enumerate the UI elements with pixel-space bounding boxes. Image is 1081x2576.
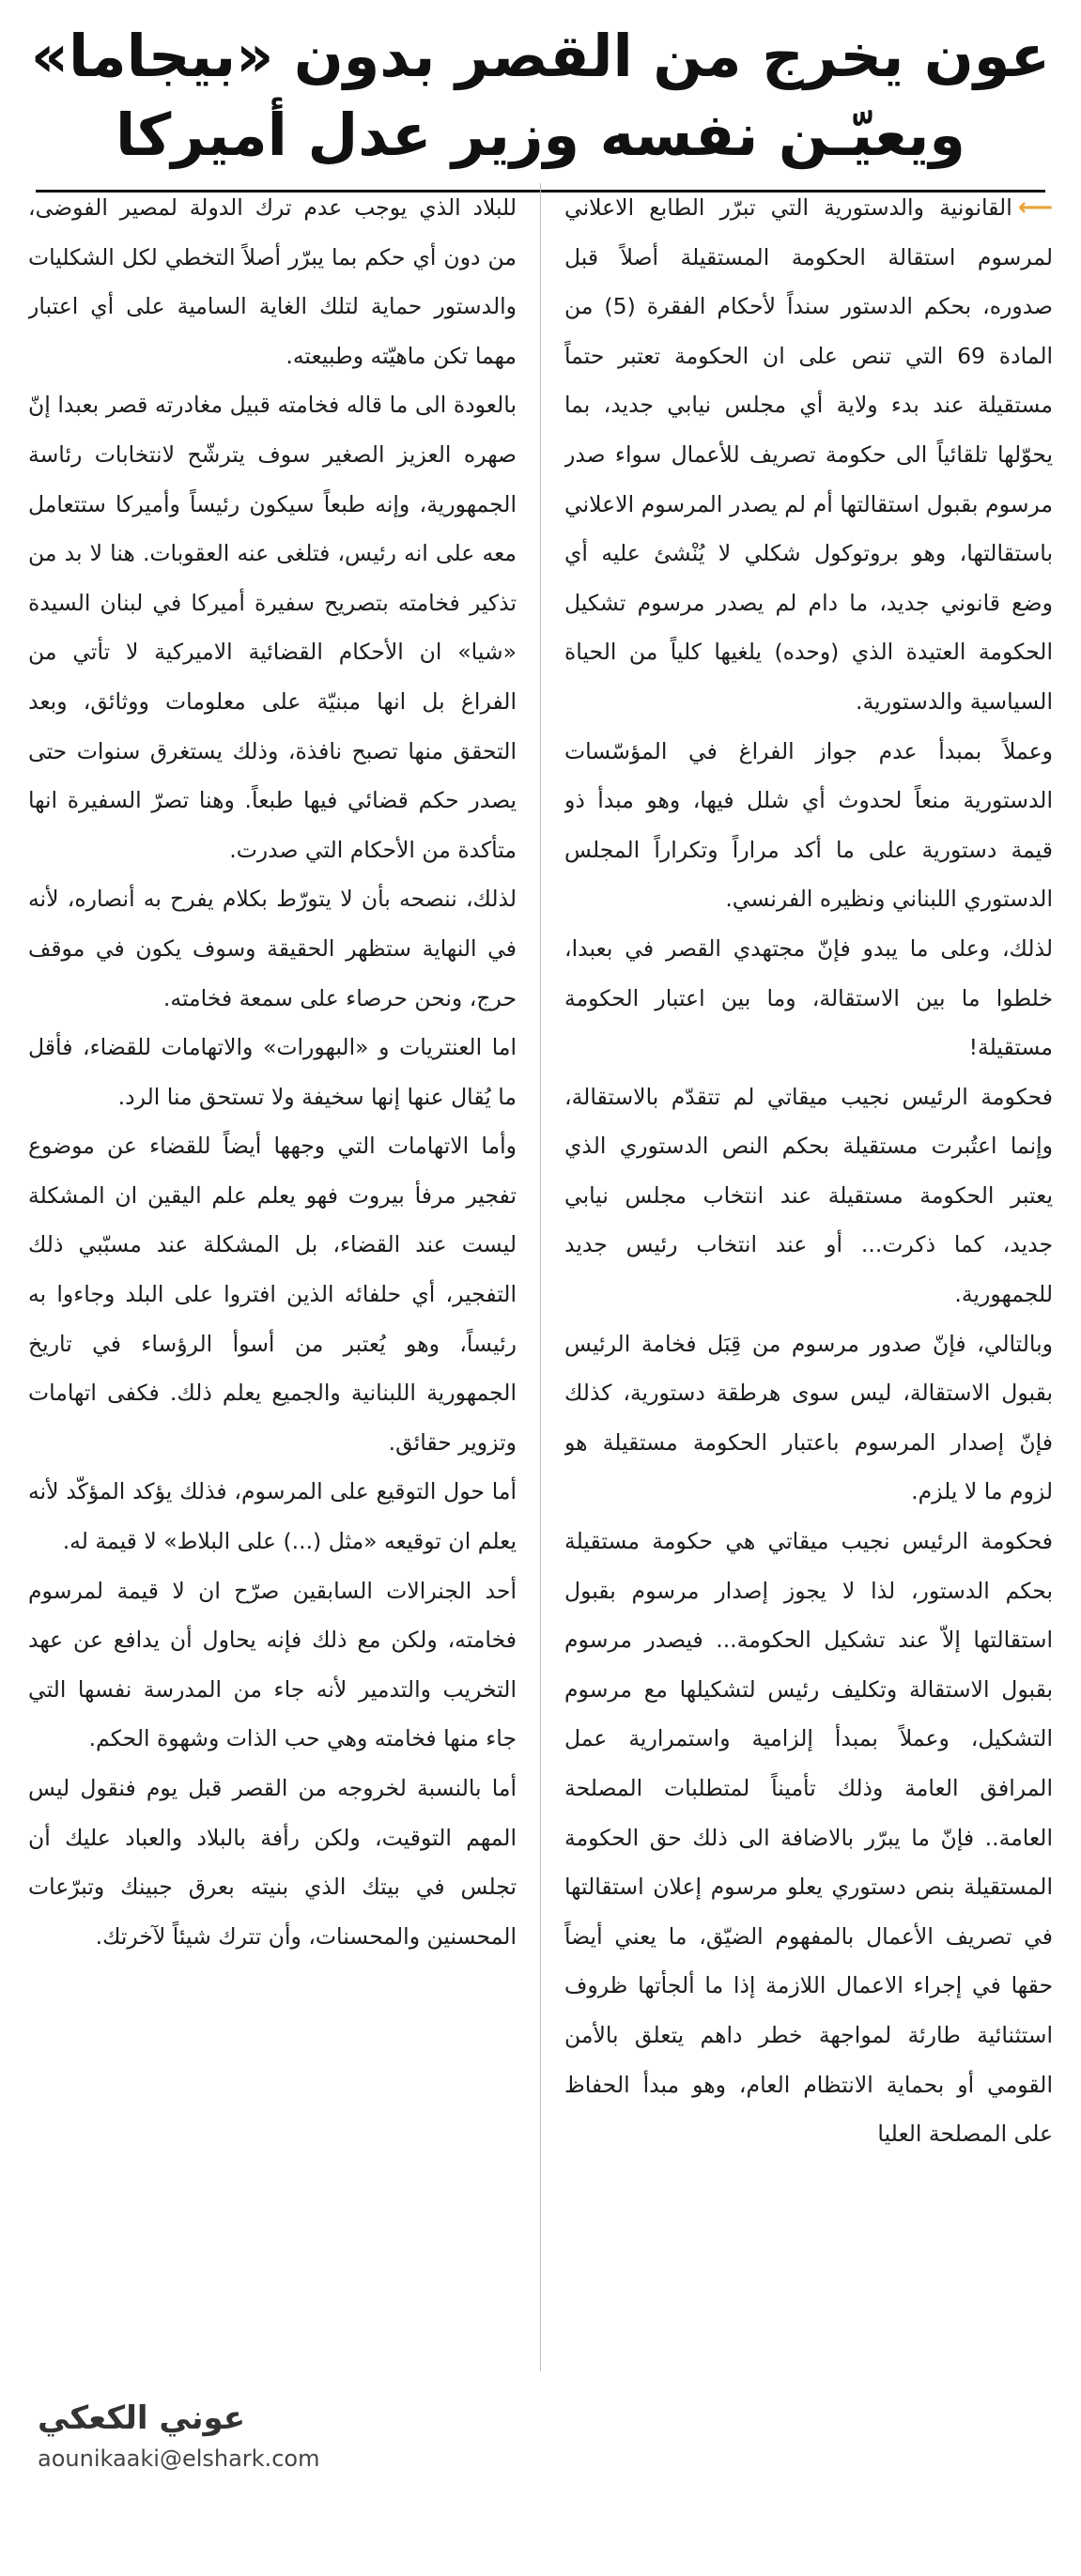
paragraph-text: القانونية والدستورية التي تبرّر الطابع الاعلاني لمرسوم استقالة الحكومة المستقيلة أصلاً قبل صدوره، بحكم الدستور سنداً لأحكام الفقرة (5) من المادة 69 التي تنص على ان الحكومة تعتبر حتماً مستقيلة عند بدء ولاية أي مجلس نيابي جديد، بما يحوّلها تلقائياً الى حكومة تصريف للأعمال سواء صدر مرسوم بقبول استقالتها أم لم يصدر المرسوم الاعلاني باستقالتها، وهو بروتوكول شكلي لا يُنْشئ عليه أي وضع قانوني جديد، ما دام لم يصدر مرسوم تشكيل الحكومة العتيدة الذي (وحده) يلغيها كلياً من الحياة السياسية والدستورية.	[564, 194, 1053, 715]
paragraph: أما حول التوقيع على المرسوم، فذلك يؤكد المؤكّد لأنه يعلم ان توقيعه «مثل (...) على البلاط» لا قيمة له.	[28, 1478, 517, 1555]
paragraph: بالعودة الى ما قاله فخامته قبيل مغادرته قصر بعبدا إنّ صهره العزيز الصغير سوف يترشّح لانتخابات رئاسة الجمهورية، وإنه طبعاً سيكون رئيساً وأميركا ستتعامل معه على انه رئيس، فتلغى عنه العقوبات. هنا لا بد من تذكير فخامته بتصريح سفيرة أميركا في لبنان السيدة «شيا» ان الأحكام القضائية الاميركية لا تأتي من الفراغ بل انها مبنيّة على معلومات ووثائق، وبعد التحقق منها تصبح نافذة، وذلك يستغرق سنوات حتى يصدر حكم قضائي فيها طبعاً. وهنا تصرّ السفيرة انها متأكدة من الأحكام التي صدرت.	[28, 392, 517, 863]
headline	[28, 0, 1053, 175]
paragraph: أما بالنسبة لخروجه من القصر قبل يوم فنقول ليس المهم التوقيت، ولكن رأفة بالبلاد والعباد عليك أن تجلس في بيتك الذي بنيته بعرق جبينك وتبرّعات المحسنين والمحسنات، وأن تترك شيئاً لآخرتك.	[28, 1775, 517, 1950]
paragraph: فحكومة الرئيس نجيب ميقاتي هي حكومة مستقيلة بحكم الدستور، لذا لا يجوز إصدار مرسوم بقبول استقالتها إلاّ عند تشكيل الحكومة... فيصدر مرسوم بقبول الاستقالة وتكليف رئيس لتشكيلها مع مرسوم التشكيل، وعملاً بمبدأ إلزامية واستمرارية عمل المرافق العامة وذلك تأميناً لمتطلبات المصلحة العامة.. فإنّ ما يبرّر بالاضافة الى ذلك حق الحكومة المستقيلة بنص دستوري يعلو مرسوم إعلان استقالتها في تصريف الأعمال بالمفهوم الضيّق، ما يعني أيضاً حقها في إجراء الاعمال اللازمة إذا ما ألجأتها ظروف استثنائية طارئة لمواجهة خطر داهم يتعلق بالأمن القومي أو بحماية الانتظام العام، وهو مبدأ الحفاظ على المصلحة العليا	[564, 1528, 1053, 2148]
paragraph: اما العنتريات و «البهورات» والاتهامات للقضاء، فأقل ما يُقال عنها إنها سخيفة ولا تستحق منا الرد.	[28, 1034, 517, 1110]
right-column	[564, 183, 1053, 2371]
paragraph: وأما الاتهامات التي وجهها أيضاً للقضاء عن موضوع تفجير مرفأ بيروت فهو يعلم علم اليقين ان المشكلة ليست عند القضاء، بل المشكلة عند مسبّبي ذلك التفجير، أي حلفائه الذين افتروا على البلد وجاءوا به رئيساً، وهو يُعتبر من أسوأ الرؤساء في تاريخ الجمهورية اللبنانية والجميع يعلم ذلك. فكفى اتهامات وتزوير حقائق.	[28, 1133, 517, 1456]
column-divider	[540, 183, 541, 2371]
paragraph: فحكومة الرئيس نجيب ميقاتي لم تتقدّم بالاستقالة، وإنما اعتُبرت مستقيلة بحكم النص الدستوري الذي يعتبر الحكومة مستقيلة عند انتخاب مجلس نيابي جديد، كما ذكرت... أو عند انتخاب رئيس جديد للجمهورية.	[564, 1083, 1053, 1308]
paragraph	[564, 183, 1053, 727]
paragraph: أحد الجنرالات السابقين صرّح ان لا قيمة لمرسوم فخامته، ولكن مع ذلك فإنه يحاول أن يدافع عن عهد التخريب والتدمير لأنه جاء من المدرسة نفسها التي جاء منها فخامته وهي حب الذات وشهوة الحكم.	[28, 1577, 517, 1752]
paragraph: وعملاً بمبدأ عدم جواز الفراغ في المؤسّسات الدستورية منعاً لحدوث أي شلل فيها، وهو مبدأ ذو قيمة دستورية على ما أكد مراراً وتكراراً المجلس الدستوري اللبناني ونظيره الفرنسي.	[564, 737, 1053, 913]
headline-line-2: ويعيّـن نفسه وزير عدل أميركا	[116, 100, 965, 169]
paragraph: لذلك، ننصحه بأن لا يتورّط بكلام يفرح به أنصاره، لأنه في النهاية ستظهر الحقيقة وسوف يكون في موقف حرج، ونحن حرصاء على سمعة فخامته.	[28, 886, 517, 1011]
left-column	[28, 183, 517, 2371]
paragraph: لذلك، وعلى ما يبدو فإنّ مجتهدي القصر في بعبدا، خلطوا ما بين الاستقالة، وما بين اعتبار الحكومة مستقيلة!	[564, 934, 1053, 1061]
byline	[38, 2397, 507, 2477]
headline-line-1: عون يخرج من القصر بدون «بيجاما»	[30, 22, 1051, 90]
paragraph: وبالتالي، فإنّ صدور مرسوم من قِبَل فخامة الرئيس بقبول الاستقالة، ليس سوى هرطقة دستورية، كذلك فإنّ إصدار المرسوم باعتبار الحكومة مستقيلة هو لزوم ما لا يلزم.	[564, 1330, 1053, 1505]
lead-arrow-icon: ⟵	[1017, 193, 1053, 222]
paragraph: للبلاد الذي يوجب عدم ترك الدولة لمصير الفوضى، من دون أي حكم بما يبرّر أصلاً التخطي لكل الشكليات والدستور حماية لتلك الغاية السامية على أي اعتبار مهما تكن ماهيّته وطبيعته.	[28, 194, 517, 369]
author-email-link[interactable]: aounikaaki@elshark.com	[38, 2445, 320, 2472]
author-name: عوني الكعكي	[38, 2399, 246, 2437]
article-columns	[28, 183, 1053, 2371]
